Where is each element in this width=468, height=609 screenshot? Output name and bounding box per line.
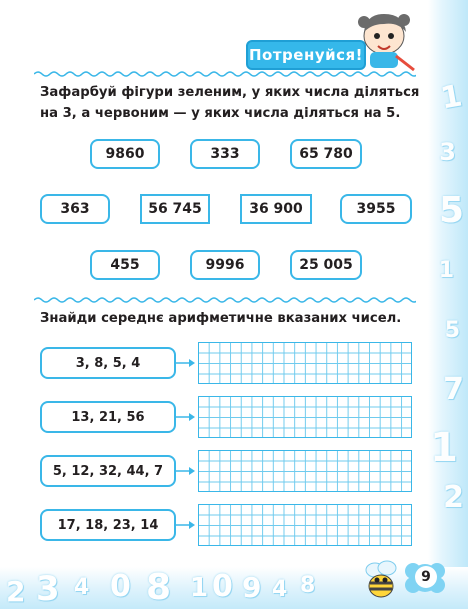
number-shape[interactable]: 363 [40, 194, 110, 224]
number-shape[interactable]: 36 900 [240, 194, 312, 224]
task1-instruction-line1: Зафарбуй фігури зеленим, у яких числа діляться [40, 85, 420, 100]
wavy-divider [34, 70, 416, 78]
number-set-box: 17, 18, 23, 14 [40, 509, 176, 541]
number-shape[interactable]: 455 [90, 250, 160, 280]
bee-mascot-icon [355, 556, 403, 600]
number-set-box: 3, 8, 5, 4 [40, 347, 176, 379]
decorative-bottom-strip: 2 3 4 0 8 1 0 9 4 8 [0, 567, 468, 609]
arrow-right-icon [176, 358, 196, 368]
number-shape[interactable]: 9996 [190, 250, 260, 280]
number-set-box: 13, 21, 56 [40, 401, 176, 433]
number-shape[interactable]: 25 005 [290, 250, 362, 280]
task2-instruction: Знайди середнє арифметичне вказаних чисел. [40, 311, 402, 326]
arrow-right-icon [176, 466, 196, 476]
arrow-right-icon [176, 412, 196, 422]
answer-grid[interactable] [198, 450, 412, 492]
arrow-right-icon [176, 520, 196, 530]
practice-badge: Потренуйся! [246, 40, 366, 70]
number-shape[interactable]: 3955 [340, 194, 412, 224]
wavy-divider [34, 296, 416, 304]
task1-instruction-line2: на 3, а червоним — у яких числа діляться на 5. [40, 106, 401, 121]
answer-grid[interactable] [198, 396, 412, 438]
girl-mascot-icon [352, 6, 422, 72]
task1-instruction [40, 82, 419, 124]
answer-grid[interactable] [198, 342, 412, 384]
decorative-right-strip: 1 3 5 1 5 7 1 2 [428, 0, 468, 609]
answer-grid[interactable] [198, 504, 412, 546]
number-shape[interactable]: 65 780 [290, 139, 362, 169]
number-shape[interactable]: 333 [190, 139, 260, 169]
number-shape[interactable]: 9860 [90, 139, 160, 169]
page-number: 9 [415, 566, 437, 588]
number-shape[interactable]: 56 745 [140, 194, 210, 224]
number-set-box: 5, 12, 32, 44, 7 [40, 455, 176, 487]
